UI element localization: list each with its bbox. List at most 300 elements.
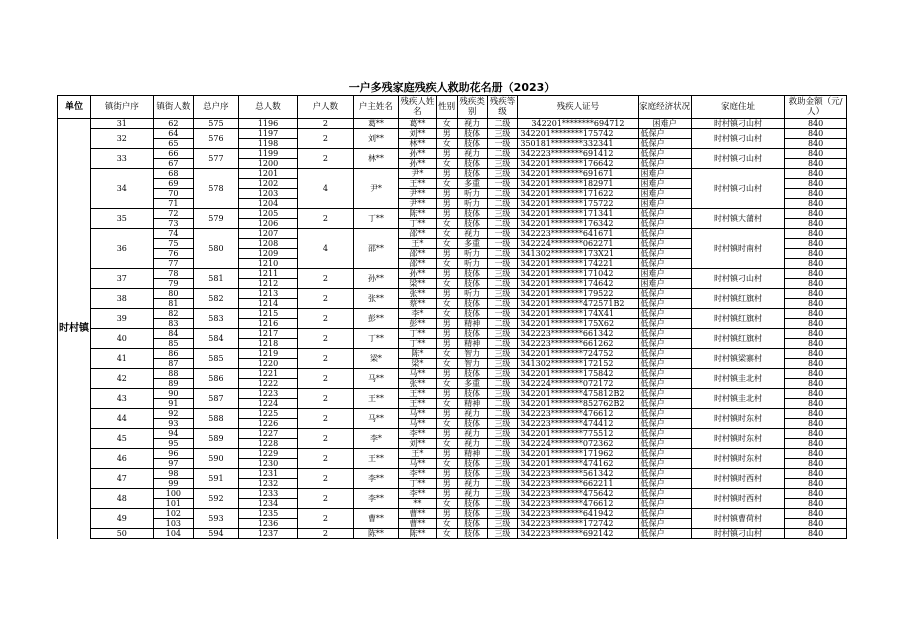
cell-household-seq: 37 (90, 269, 153, 289)
cell-household-seq: 46 (90, 449, 153, 469)
cell-disability-type: 精神 (457, 449, 487, 459)
cell-person-seq: 65 (153, 139, 193, 149)
header-amount: 救助金额（元/人） (785, 96, 847, 119)
cell-family-status: 低保户 (638, 459, 691, 469)
cell-disabled-name: ** (399, 499, 436, 509)
cell-total-people: 1219 (238, 349, 298, 359)
table-row (58, 369, 847, 379)
cell-person-seq: 87 (153, 359, 193, 369)
cell-gender: 男 (436, 469, 457, 479)
cell-person-seq: 104 (153, 529, 193, 539)
cell-amount: 840 (785, 389, 847, 399)
cell-amount: 840 (785, 409, 847, 419)
cell-disabled-name: 王** (399, 389, 436, 399)
cell-disability-type: 肢体 (457, 509, 487, 519)
cell-disability-type: 肢体 (457, 209, 487, 219)
cell-disabled-name: 梁* (399, 359, 436, 369)
cell-total-household: 592 (194, 489, 239, 509)
cell-address: 时村镇曹荷村 (691, 509, 785, 529)
cell-family-status: 低保户 (638, 449, 691, 459)
cell-amount: 840 (785, 229, 847, 239)
cell-disability-level: 三级 (487, 289, 518, 299)
cell-family-status: 低保户 (638, 219, 691, 229)
cell-family-status: 困难户 (638, 279, 691, 289)
cell-amount: 840 (785, 289, 847, 299)
cell-family-status: 低保户 (638, 519, 691, 529)
cell-household-seq: 43 (90, 389, 153, 409)
cell-total-household: 578 (194, 169, 239, 209)
cell-amount: 840 (785, 449, 847, 459)
cell-gender: 男 (436, 329, 457, 339)
cell-g: 女 (436, 119, 457, 129)
cell-disability-type: 肢体 (457, 309, 487, 319)
cell-gender: 女 (436, 299, 457, 309)
cell-disabled-name: 马** (399, 459, 436, 469)
table-row (58, 289, 847, 299)
cell-head-name: 刘** (353, 129, 399, 149)
cell-total-people: 1234 (238, 499, 298, 509)
cell-household-seq: 44 (90, 409, 153, 429)
cell-total-people: 1199 (238, 149, 298, 159)
cell-person-seq: 75 (153, 239, 193, 249)
cell-id-no: 342223********662211 (518, 479, 638, 489)
cell-household-seq: 39 (90, 309, 153, 329)
cell-head-name: 彭** (353, 309, 399, 329)
cell-tot: 575 (194, 119, 239, 129)
cell-disability-level: 一级 (487, 259, 518, 269)
cell-household-seq: 36 (90, 229, 153, 269)
cell-head-name: 李** (353, 469, 399, 489)
cell-household-size: 2 (298, 409, 353, 429)
cell-amount: 840 (785, 149, 847, 159)
header-address: 家庭住址 (691, 96, 785, 119)
cell-id-no: 342223********475642 (518, 489, 638, 499)
cell-family-status: 低保户 (638, 239, 691, 249)
table-row (58, 509, 847, 519)
cell-total-people: 1231 (238, 469, 298, 479)
cell-amount: 840 (785, 419, 847, 429)
header-household-size: 户人数 (298, 96, 353, 119)
header-disabled-name: 残疾人姓名 (400, 97, 435, 117)
cell-person-seq: 95 (153, 439, 193, 449)
cell-amount: 840 (785, 279, 847, 289)
cell-disability-type: 肢体 (457, 169, 487, 179)
cell-disability-level: 三级 (487, 529, 518, 539)
roster-table (57, 95, 847, 539)
cell-address: 时村镇圭北村 (691, 389, 785, 409)
cell-total-people: 1209 (238, 249, 298, 259)
cell-person-seq: 67 (153, 159, 193, 169)
cell-gender: 女 (436, 459, 457, 469)
cell-amount: 840 (785, 139, 847, 149)
table-row (58, 469, 847, 479)
cell-person-seq: 98 (153, 469, 193, 479)
cell-total-people: 1222 (238, 379, 298, 389)
cell-gender: 男 (436, 409, 457, 419)
cell-total-people: 1205 (238, 209, 298, 219)
cell-household-size: 2 (298, 389, 353, 409)
cell-id-no: 342201********171962 (518, 449, 638, 459)
cell-disability-type: 肢体 (457, 389, 487, 399)
cell-household-size: 2 (298, 489, 353, 509)
cell-amount: 840 (785, 179, 847, 189)
cell-family-status: 低保户 (638, 399, 691, 409)
cell-household-seq: 42 (90, 369, 153, 389)
cell-gender: 女 (436, 139, 457, 149)
cell-disability-level: 一级 (487, 309, 518, 319)
cell-total-household: 577 (194, 149, 239, 169)
cell-person-seq: 100 (153, 489, 193, 499)
cell-total-people: 1232 (238, 479, 298, 489)
cell-disabled-name: 张** (399, 289, 436, 299)
cell-household-seq: 32 (90, 129, 153, 149)
cell-family-status: 低保户 (638, 509, 691, 519)
cell-id-no: 342223********661342 (518, 329, 638, 339)
header-town-person-seq: 镇街人数 (153, 96, 193, 119)
cell-disabled-name: 孙** (399, 159, 436, 169)
cell-address: 时村镇时南村 (691, 229, 785, 269)
cell-family-status: 低保户 (638, 359, 691, 369)
cell-disability-type: 精神 (457, 339, 487, 349)
cell-total-household: 593 (194, 509, 239, 529)
cell-person-seq: 92 (153, 409, 193, 419)
cell-id-no: 342201********176642 (518, 159, 638, 169)
cell-person-seq: 88 (153, 369, 193, 379)
cell-disabled-name: 丁** (399, 479, 436, 489)
cell-family-status: 低保户 (638, 369, 691, 379)
cell-total-household: 586 (194, 369, 239, 389)
cell-family-status: 低保户 (638, 259, 691, 269)
cell-total-people: 1225 (238, 409, 298, 419)
cell-person-seq: 86 (153, 349, 193, 359)
cell-disability-type: 肢体 (457, 299, 487, 309)
cell-disability-level: 三级 (487, 459, 518, 469)
cell-amount: 840 (785, 339, 847, 349)
cell-amount: 840 (785, 269, 847, 279)
header-disability-level: 残疾等级 (487, 96, 518, 119)
cell-total-people: 1215 (238, 309, 298, 319)
cell-family-status: 困难户 (638, 269, 691, 279)
cell-total-people: 1221 (238, 369, 298, 379)
table-row (58, 429, 847, 439)
cell-fs: 困难户 (638, 119, 691, 129)
cell-n: 1196 (238, 119, 298, 129)
cell-id-no: 342201********775512 (518, 429, 638, 439)
cell-disability-level: 二级 (487, 449, 518, 459)
cell-amount: 840 (785, 219, 847, 229)
cell-gender: 男 (436, 289, 457, 299)
cell-id-no: 342224********062271 (518, 239, 638, 249)
cell-person-seq: 93 (153, 419, 193, 429)
cell-amount: 840 (785, 259, 847, 269)
table-row (58, 309, 847, 319)
cell-family-status: 低保户 (638, 479, 691, 489)
cell-id-no: 342223********692142 (518, 529, 638, 539)
cell-gender: 女 (436, 379, 457, 389)
cell-total-people: 1223 (238, 389, 298, 399)
cell-family-status: 低保户 (638, 329, 691, 339)
cell-disability-type: 肢体 (457, 529, 487, 539)
cell-total-household: 585 (194, 349, 239, 369)
cell-family-status: 低保户 (638, 379, 691, 389)
cell-amount: 840 (785, 239, 847, 249)
cell-family-status: 困难户 (638, 179, 691, 189)
cell-amount: 840 (785, 329, 847, 339)
cell-household-size: 2 (298, 329, 353, 349)
cell-amount: 840 (785, 129, 847, 139)
cell-total-people: 1233 (238, 489, 298, 499)
cell-amount: 840 (785, 359, 847, 369)
unit-cell: 时村镇 (58, 119, 91, 539)
cell-disability-level: 三级 (487, 419, 518, 429)
cell-gender: 男 (436, 319, 457, 329)
cell-id-no: 342201********691671 (518, 169, 638, 179)
cell-person-seq: 99 (153, 479, 193, 489)
cell-household-size: 2 (298, 289, 353, 309)
cell-id-no: 342223********474412 (518, 419, 638, 429)
cell-gender: 女 (436, 219, 457, 229)
page-title: 一户多残家庭残疾人救助花名册（2023） (348, 81, 556, 94)
cell-household-seq: 40 (90, 329, 153, 349)
cell-household-size: 2 (298, 449, 353, 469)
cell-disability-level: 二级 (487, 299, 518, 309)
cell-id-no: 341302********172152 (518, 359, 638, 369)
cell-family-status: 低保户 (638, 429, 691, 439)
cell-address: 时村镇红旗村 (691, 309, 785, 329)
cell-person-seq: 83 (153, 319, 193, 329)
cell-disability-level: 一级 (487, 179, 518, 189)
cell-addr: 时村镇刁山村 (691, 119, 785, 129)
cell-t: 视力 (457, 119, 487, 129)
cell-household-seq: 41 (90, 349, 153, 369)
cell-total-household: 581 (194, 269, 239, 289)
cell-disability-type: 智力 (457, 349, 487, 359)
cell-gender: 男 (436, 449, 457, 459)
cell-amount: 840 (785, 499, 847, 509)
cell-disabled-name: 王* (399, 449, 436, 459)
cell-amount: 840 (785, 369, 847, 379)
header-row (58, 96, 847, 119)
cell-disability-level: 二级 (487, 279, 518, 289)
cell-p: 62 (153, 119, 193, 129)
cell-disability-level: 一级 (487, 139, 518, 149)
cell-head: 葛** (353, 119, 399, 129)
cell-disability-level: 三级 (487, 369, 518, 379)
cell-disability-type: 视力 (457, 439, 487, 449)
table-row (58, 229, 847, 239)
cell-disability-level: 二级 (487, 379, 518, 389)
cell-household-size: 2 (298, 369, 353, 389)
cell-disabled-name: 彭** (399, 319, 436, 329)
cell-address: 时村镇刁山村 (691, 129, 785, 149)
cell-address: 时村镇时西村 (691, 489, 785, 509)
cell-disability-type: 视力 (457, 409, 487, 419)
cell-person-seq: 69 (153, 179, 193, 189)
cell-gender: 女 (436, 499, 457, 509)
cell-person-seq: 80 (153, 289, 193, 299)
cell-address: 时村镇时东村 (691, 409, 785, 429)
cell-amount: 840 (785, 459, 847, 469)
header-gender: 性别 (436, 96, 457, 119)
cell-disability-level: 三级 (487, 519, 518, 529)
cell-household-seq: 33 (90, 149, 153, 169)
cell-head-name: 梁* (353, 349, 399, 369)
cell-total-people: 1203 (238, 189, 298, 199)
cell-person-seq: 81 (153, 299, 193, 309)
cell-family-status: 低保户 (638, 139, 691, 149)
cell-disability-type: 智力 (457, 359, 487, 369)
header-total-household-seq: 总户序 (194, 96, 239, 119)
cell-gender: 男 (436, 249, 457, 259)
cell-household-size: 2 (298, 469, 353, 489)
table-row (58, 389, 847, 399)
cell-amount: 840 (785, 479, 847, 489)
cell-amt: 840 (785, 119, 847, 129)
cell-total-people: 1229 (238, 449, 298, 459)
header-id-no: 残疾人证号 (518, 96, 638, 119)
cell-gender: 男 (436, 189, 457, 199)
cell-disability-type: 听力 (457, 289, 487, 299)
cell-disabled-name: 林** (399, 139, 436, 149)
cell-household-seq: 50 (90, 529, 153, 539)
cell-gender: 男 (436, 269, 457, 279)
cell-id-no: 342201********175X62 (518, 319, 638, 329)
cell-person-seq: 94 (153, 429, 193, 439)
cell-disability-type: 肢体 (457, 279, 487, 289)
cell-id-no: 342223********691412 (518, 149, 638, 159)
cell-head-name: 张** (353, 289, 399, 309)
cell-id-no: 342223********476612 (518, 499, 638, 509)
cell-disability-type: 肢体 (457, 129, 487, 139)
cell-disability-level: 二级 (487, 149, 518, 159)
cell-disabled-name: 陈** (399, 209, 436, 219)
cell-family-status: 低保户 (638, 159, 691, 169)
cell-family-status: 低保户 (638, 469, 691, 479)
cell-amount: 840 (785, 469, 847, 479)
cell-total-household: 594 (194, 529, 239, 539)
cell-amount: 840 (785, 189, 847, 199)
cell-address: 时村镇圭北村 (691, 369, 785, 389)
cell-disabled-name: 邵** (399, 249, 436, 259)
cell-amount: 840 (785, 169, 847, 179)
cell-amount: 840 (785, 349, 847, 359)
cell-total-household: 580 (194, 229, 239, 269)
cell-disability-level: 二级 (487, 199, 518, 209)
cell-household-size: 2 (298, 349, 353, 369)
cell-amount: 840 (785, 199, 847, 209)
cell-address: 时村镇红旗村 (691, 329, 785, 349)
cell-id-no: 342223********641942 (518, 509, 638, 519)
cell-family-status: 低保户 (638, 389, 691, 399)
cell-family-status: 低保户 (638, 529, 691, 539)
cell-total-people: 1202 (238, 179, 298, 189)
cell-disability-level: 三级 (487, 329, 518, 339)
cell-disabled-name: 丁** (399, 219, 436, 229)
header-total-people: 总人数 (238, 96, 298, 119)
cell-person-seq: 102 (153, 509, 193, 519)
cell-household-size: 2 (298, 269, 353, 289)
cell-family-status: 低保户 (638, 209, 691, 219)
cell-disabled-name: 丁** (399, 339, 436, 349)
cell-disabled-name: 马** (399, 409, 436, 419)
cell-disability-type: 肢体 (457, 419, 487, 429)
cell-total-people: 1227 (238, 429, 298, 439)
cell-household-size: 2 (298, 149, 353, 169)
cell-id-no: 342201********175742 (518, 129, 638, 139)
cell-person-seq: 101 (153, 499, 193, 509)
cell-disability-type: 肢体 (457, 469, 487, 479)
cell-disability-type: 视力 (457, 489, 487, 499)
cell-total-people: 1208 (238, 239, 298, 249)
cell-id-no: 342223********172742 (518, 519, 638, 529)
cell-household-seq: 45 (90, 429, 153, 449)
cell-id-no: 342224********072362 (518, 439, 638, 449)
cell-amount: 840 (785, 249, 847, 259)
cell-person-seq: 97 (153, 459, 193, 469)
cell-address: 时村镇时东村 (691, 449, 785, 469)
cell-disability-level: 二级 (487, 339, 518, 349)
cell-gender: 男 (436, 199, 457, 209)
table-row (58, 119, 847, 129)
cell-family-status: 低保户 (638, 499, 691, 509)
cell-total-people: 1197 (238, 129, 298, 139)
cell-total-people: 1213 (238, 289, 298, 299)
cell-total-people: 1217 (238, 329, 298, 339)
cell-total-people: 1237 (238, 529, 298, 539)
cell-disability-type: 肢体 (457, 159, 487, 169)
cell-head-name: 邵** (353, 229, 399, 269)
cell-disabled-name: 尹** (399, 189, 436, 199)
table-row (58, 449, 847, 459)
cell-disability-type: 听力 (457, 259, 487, 269)
cell-disability-level: 三级 (487, 269, 518, 279)
cell-id-no: 342201********182971 (518, 179, 638, 189)
cell-disabled-name: 孙** (399, 269, 436, 279)
cell-id-no: 342201********472571B2 (518, 299, 638, 309)
cell-amount: 840 (785, 159, 847, 169)
cell-person-seq: 96 (153, 449, 193, 459)
cell-household-seq: 47 (90, 469, 153, 489)
cell-disability-type: 视力 (457, 149, 487, 159)
cell-disability-type: 肢体 (457, 459, 487, 469)
cell-amount: 840 (785, 519, 847, 529)
cell-family-status: 低保户 (638, 229, 691, 239)
header-head-name: 户主姓名 (353, 96, 399, 119)
table-body (58, 119, 847, 539)
cell-address: 时村镇时东村 (691, 429, 785, 449)
cell-disability-type: 精神 (457, 399, 487, 409)
cell-disabled-name: 蔡** (399, 299, 436, 309)
cell-id-no: 342223********641671 (518, 229, 638, 239)
cell-family-status: 低保户 (638, 439, 691, 449)
cell-gender: 男 (436, 169, 457, 179)
cell-id-no: 342223********561342 (518, 469, 638, 479)
cell-disability-level: 二级 (487, 399, 518, 409)
cell-disability-type: 肢体 (457, 269, 487, 279)
cell-disabled-name: 邵** (399, 229, 436, 239)
cell-person-seq: 85 (153, 339, 193, 349)
cell-total-people: 1207 (238, 229, 298, 239)
cell-disability-level: 三级 (487, 359, 518, 369)
cell-total-household: 583 (194, 309, 239, 329)
cell-gender: 男 (436, 149, 457, 159)
cell-gender: 女 (436, 349, 457, 359)
cell-id-no: 342201********474162 (518, 459, 638, 469)
cell-disabled-name: 李* (399, 309, 436, 319)
cell-head-name: 尹* (353, 169, 399, 209)
cell-disability-type: 听力 (457, 199, 487, 209)
cell-id-no: 341302********173X21 (518, 249, 638, 259)
